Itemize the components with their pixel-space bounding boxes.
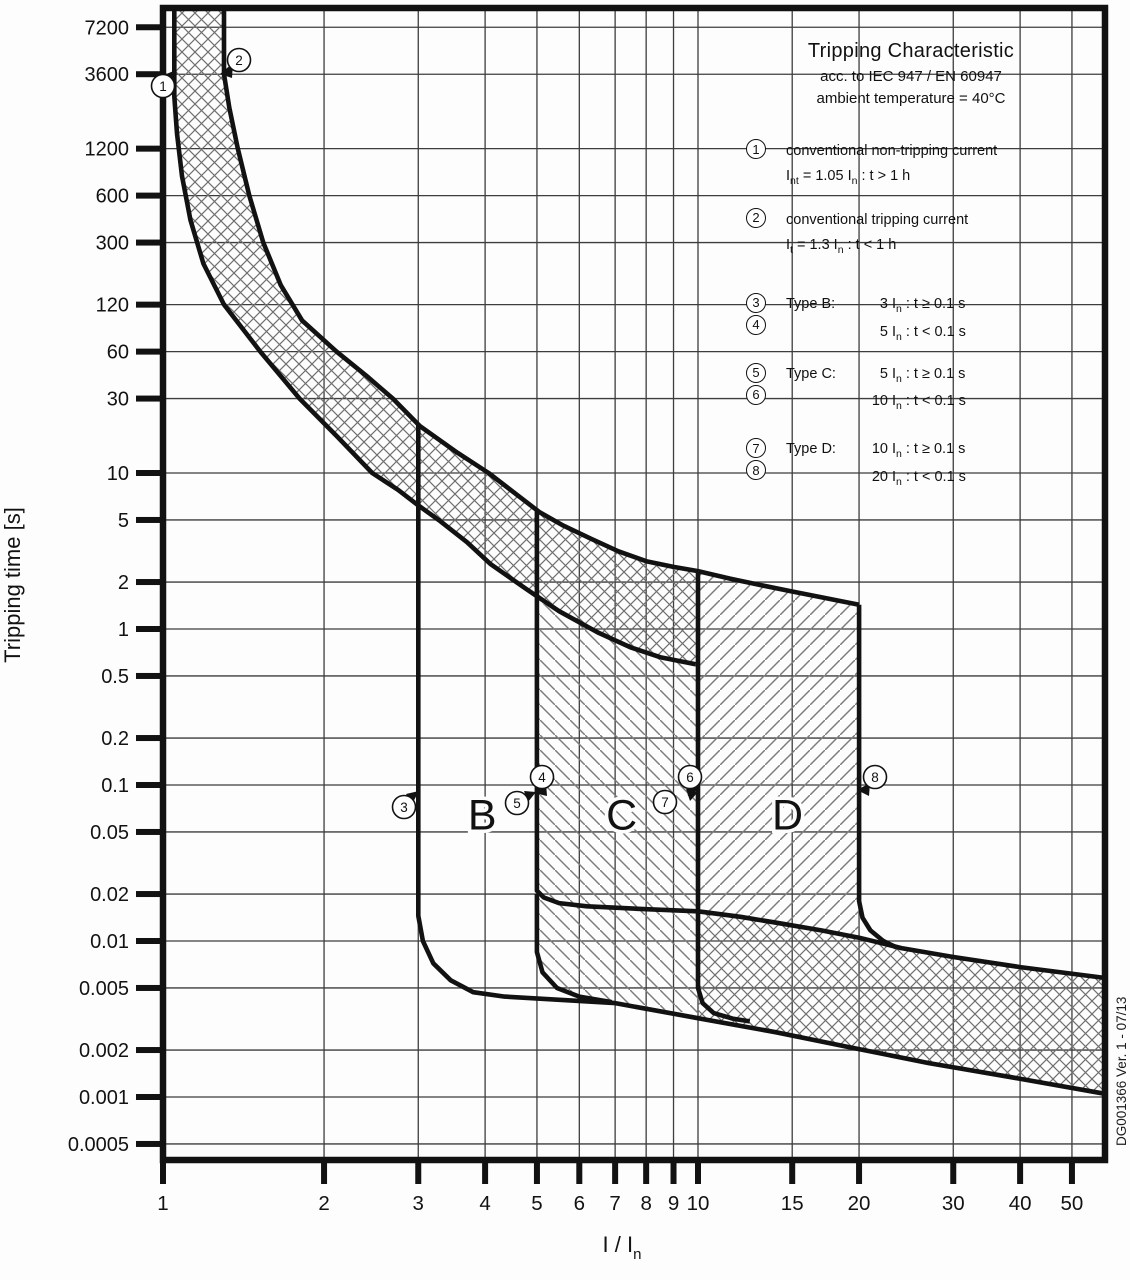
marker-number: 4 <box>538 770 546 785</box>
x-tick-label: 3 <box>412 1192 424 1215</box>
x-tick-label: 30 <box>941 1192 965 1215</box>
document-number: DG001366 Ver. 1 - 07/13 <box>1114 996 1129 1146</box>
legend-item-badges <box>720 293 786 349</box>
legend-line: conventional non-tripping current <box>786 143 998 159</box>
legend-item-5 <box>720 438 1102 494</box>
x-tick-label: 2 <box>318 1192 330 1215</box>
legend-item-3 <box>720 293 1102 349</box>
legend-items <box>720 139 1102 494</box>
y-tick-label: 120 <box>95 294 129 317</box>
marker-number: 6 <box>686 770 694 785</box>
legend-line: 10 $I_n$ : t < 0.1 s <box>871 393 966 413</box>
y-tick-label: 0.01 <box>90 931 129 953</box>
y-tick <box>136 1094 163 1100</box>
legend-item-4 <box>720 363 1102 419</box>
y-tick-label: 30 <box>106 388 129 411</box>
legend-item-badges <box>720 363 786 419</box>
marker-8 <box>857 766 887 797</box>
y-tick <box>136 517 163 523</box>
y-tick <box>136 985 163 991</box>
chart-title: Tripping Characteristic <box>807 40 1015 62</box>
x-tick <box>321 1160 327 1184</box>
x-tick-label: 6 <box>573 1192 586 1215</box>
chart-subtitle-standard: acc. to IEC 947 / EN 60947 <box>820 68 1002 85</box>
x-tick-label: 15 <box>780 1192 804 1215</box>
y-tick-label: 0.002 <box>78 1040 129 1063</box>
legend-item-2 <box>720 208 1102 263</box>
marker-badge-7: 7 <box>746 438 766 458</box>
legend-line: Type B: 3 $I_n$ : t ≥ 0.1 s <box>786 295 966 315</box>
marker-badge-5: 5 <box>746 363 766 383</box>
marker-number: 7 <box>661 795 669 810</box>
x-tick-label: 10 <box>686 1192 710 1215</box>
y-tick-label: 0.5 <box>101 665 129 688</box>
y-tick <box>136 626 163 632</box>
x-tick <box>534 1160 540 1184</box>
document-number-note <box>1114 997 1129 1146</box>
y-tick <box>136 396 163 402</box>
y-tick-label: 5 <box>117 509 129 532</box>
y-tick-label: 0.001 <box>78 1087 129 1109</box>
y-tick-label: 0.05 <box>90 821 129 844</box>
y-tick-label: 0.02 <box>90 884 129 907</box>
y-tick-label: 3600 <box>84 64 129 87</box>
x-tick-label: 40 <box>1008 1192 1032 1215</box>
legend-line: 5 $I_n$ : t < 0.1 s <box>879 323 966 343</box>
x-tick-label: 20 <box>847 1192 871 1215</box>
y-tick-label: 0.005 <box>78 977 129 1000</box>
y-tick <box>136 829 163 835</box>
y-axis-title: Tripping time [s] <box>0 507 25 663</box>
x-tick <box>160 1160 166 1184</box>
region-label-C: C <box>606 791 638 840</box>
x-tick <box>671 1160 677 1184</box>
x-tick <box>415 1160 421 1184</box>
y-tick-label: 0.1 <box>101 775 129 797</box>
y-tick <box>136 470 163 476</box>
y-tick <box>136 302 163 308</box>
y-tick-label: 10 <box>106 463 129 485</box>
y-tick <box>136 579 163 585</box>
marker-badge-2: 2 <box>746 208 766 228</box>
legend-item-badges <box>720 139 786 194</box>
legend-line: Type C: 5 $I_n$ : t ≥ 0.1 s <box>786 365 966 385</box>
y-tick-label: 2 <box>117 572 129 595</box>
bottom-band <box>698 911 1104 1093</box>
y-tick <box>136 1047 163 1053</box>
y-tick-label: 600 <box>95 185 129 208</box>
y-tick <box>136 349 163 355</box>
y-tick-label: 300 <box>95 232 129 255</box>
x-axis-title: I / $I_n$ <box>602 1232 642 1263</box>
legend-item-badges <box>720 438 786 494</box>
x-tick <box>482 1160 488 1184</box>
x-tick-label: 50 <box>1060 1192 1084 1215</box>
y-tick-label: 0.2 <box>101 728 129 751</box>
y-tick <box>136 673 163 679</box>
x-tick <box>576 1160 582 1184</box>
legend-line: $I_t = 1.3$ $I_n$ : t < 1 h <box>786 236 897 256</box>
marker-badge-6: 6 <box>746 385 766 405</box>
marker-badge-3: 3 <box>746 293 766 313</box>
x-tick-label: 1 <box>157 1192 169 1215</box>
y-tick <box>136 146 163 152</box>
marker-number: 1 <box>159 79 167 94</box>
x-tick <box>695 1160 701 1184</box>
marker-number: 8 <box>871 770 879 785</box>
y-tick <box>136 24 163 30</box>
marker-number: 2 <box>235 53 243 68</box>
y-tick <box>136 1141 163 1147</box>
y-tick-label: 60 <box>106 341 129 364</box>
y-tick <box>136 735 163 741</box>
y-tick-label: 1200 <box>84 138 129 161</box>
marker-number: 3 <box>400 800 408 815</box>
legend-line: Type D: 10 $I_n$ : t ≥ 0.1 s <box>786 441 966 461</box>
y-tick <box>136 782 163 788</box>
x-tick-label: 8 <box>640 1192 652 1215</box>
legend-line: $I_{nt} = 1.05$ $I_n$ : t > 1 h <box>786 168 911 187</box>
x-tick <box>612 1160 618 1184</box>
marker-badge-8: 8 <box>746 460 766 480</box>
x-tick-label: 4 <box>479 1192 491 1215</box>
x-tick-label: 5 <box>531 1192 543 1215</box>
legend-line: conventional tripping current <box>786 211 969 228</box>
region-label-D: D <box>771 791 804 840</box>
x-tick <box>789 1160 795 1184</box>
x-tick <box>950 1160 956 1184</box>
x-tick <box>856 1160 862 1184</box>
legend-item-1 <box>720 139 1102 194</box>
marker-badge-1: 1 <box>746 139 766 159</box>
region-D <box>698 571 859 938</box>
marker-5 <box>506 791 537 815</box>
y-tick-label: 1 <box>117 619 129 641</box>
marker-badge-4: 4 <box>746 315 766 335</box>
x-tick <box>1069 1160 1075 1184</box>
y-tick <box>136 240 163 246</box>
x-tick <box>1017 1160 1023 1184</box>
y-tick-label: 0.0005 <box>67 1133 129 1156</box>
thermal-band <box>174 10 698 664</box>
region-label-B: B <box>467 791 497 840</box>
marker-3 <box>393 791 420 819</box>
legend-panel <box>720 40 1102 494</box>
y-tick <box>136 193 163 199</box>
y-tick <box>136 891 163 897</box>
x-tick-label: 9 <box>667 1192 680 1215</box>
y-tick-label: 7200 <box>84 17 129 40</box>
x-tick <box>643 1160 649 1184</box>
y-tick <box>136 938 163 944</box>
marker-number: 5 <box>513 796 521 811</box>
legend-item-badges <box>720 208 786 263</box>
legend-line: 20 $I_n$ : t < 0.1 s <box>871 469 966 489</box>
chart-subtitle-temperature: ambient temperature = 40°C <box>816 90 1006 107</box>
x-tick-label: 7 <box>609 1192 621 1215</box>
